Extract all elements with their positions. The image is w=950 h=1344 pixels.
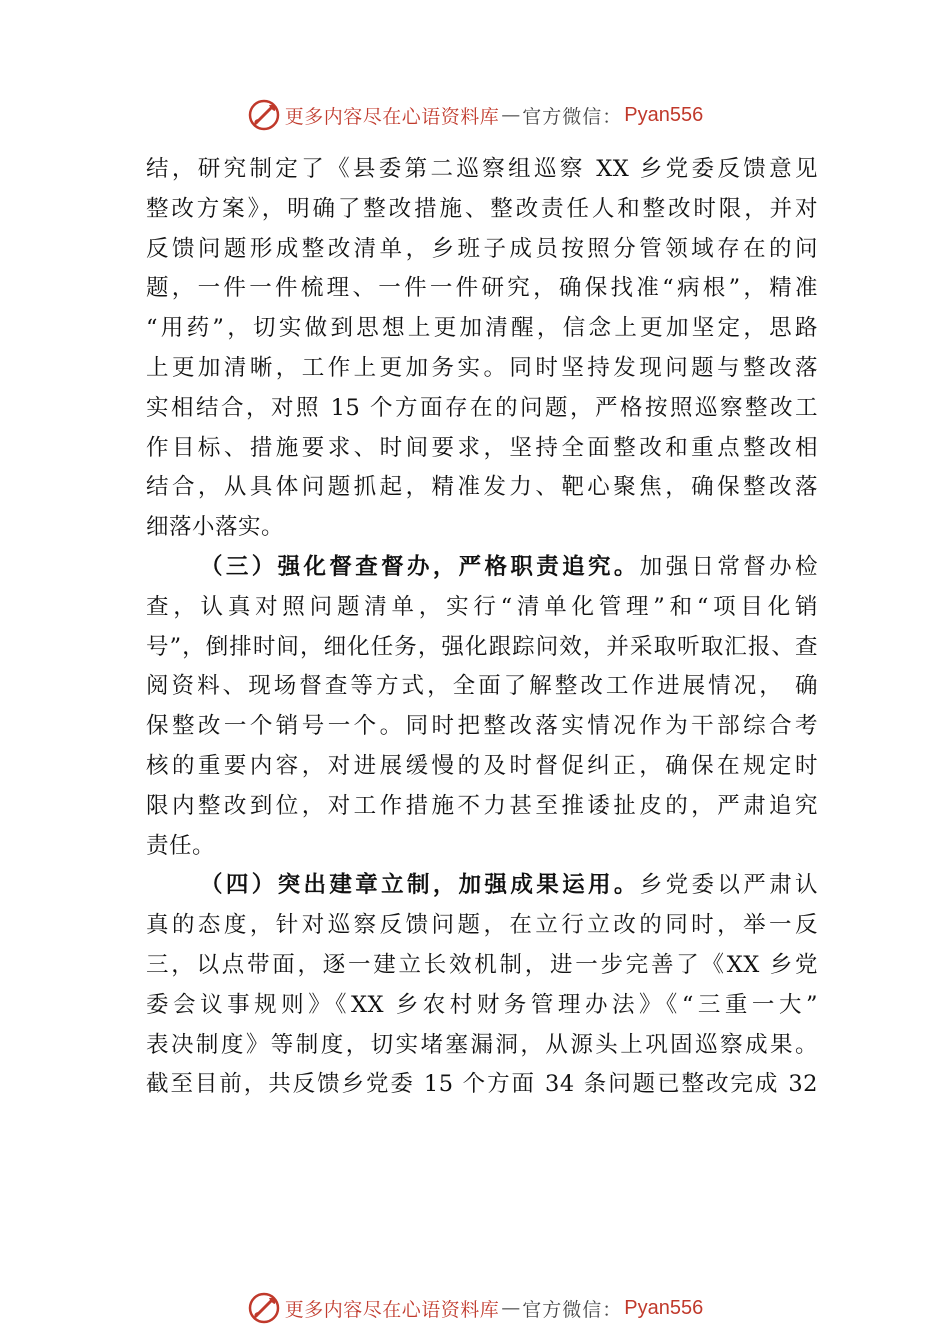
text-line: 截至目前，共反馈乡党委 15 个方面 34 条问题已整改完成 32	[146, 1071, 818, 1098]
brand-text: 更多内容尽在心语资料库	[284, 105, 500, 128]
text-line: 真的态度，针对巡察反馈问题，在立行立改的同时，举一反	[146, 912, 818, 939]
text-line: 三，以点带面，逐一建立长效机制，进一步完善了《XX 乡党	[146, 951, 818, 978]
text-line: 保整改一个销号一个。同时把整改落实情况作为干部综合考	[146, 713, 818, 740]
brand-text: 更多内容尽在心语资料库	[284, 1298, 500, 1321]
text-line: 作目标、措施要求、时间要求，坚持全面整改和重点整改相	[146, 434, 818, 461]
section-heading: （四）突出建章立制，加强成果运用。	[200, 872, 640, 899]
text-line: 责任。	[146, 832, 216, 859]
brush-logo-icon	[247, 98, 281, 132]
footer-banner	[0, 1288, 950, 1328]
header-banner	[0, 95, 950, 135]
text-line: 表决制度》等制度，切实堵塞漏洞，从源头上巩固巡察成果。	[146, 1031, 818, 1058]
text-line: 查，认真对照问题清单，实行“清单化管理”和“项目化销	[146, 593, 818, 620]
document-body	[146, 150, 818, 1105]
section-heading-line	[146, 866, 818, 906]
text-line: 核的重要内容，对进展缓慢的及时督促纠正，确保在规定时	[146, 752, 818, 779]
text-line: 阅资料、现场督查等方式，全面了解整改工作进展情况， 确	[146, 673, 818, 700]
wechat-id: Pyan556	[624, 1296, 704, 1319]
text-line: 题，一件一件梳理、一件一件研究，确保找准“病根”，精准	[146, 275, 818, 302]
banner-dash: —	[501, 1297, 521, 1319]
text-line: 整改方案》，明确了整改措施、整改责任人和整改时限，并对	[146, 195, 818, 222]
text-line: 结，研究制定了《县委第二巡察组巡察 XX 乡党委反馈意见	[146, 156, 818, 182]
text-line: 结合，从具体问题抓起，精准发力、靶心聚焦，确保整改落	[146, 474, 818, 501]
text-line: 委会议事规则》《XX 乡农村财务管理办法》《“三重一大”	[146, 991, 818, 1018]
section-heading-line	[146, 548, 818, 588]
brush-logo-icon	[247, 1291, 281, 1325]
text-line: 号”，倒排时间，细化任务，强化跟踪问效，并采取听取汇报、查	[146, 633, 818, 660]
text-line: 上更加清晰，工作上更加务实。同时坚持发现问题与整改落	[146, 354, 818, 381]
official-wechat-label: 官方微信：	[522, 1298, 623, 1321]
text-line: 细落小落实。	[146, 514, 285, 541]
official-wechat-label: 官方微信：	[522, 105, 623, 128]
section-heading-rest: 乡党委以严肃认	[639, 872, 818, 899]
section-heading-rest: 加强日常督办检	[639, 553, 818, 580]
text-line: 限内整改到位，对工作措施不力甚至推诿扯皮的，严肃追究	[146, 792, 818, 819]
text-line: “用药”，切实做到思想上更加清醒，信念上更加坚定，思路	[146, 315, 818, 342]
wechat-id: Pyan556	[624, 103, 704, 126]
text-line: 实相结合，对照 15 个方面存在的问题，严格按照巡察整改工	[146, 394, 818, 421]
banner-dash: —	[501, 104, 521, 126]
text-line: 反馈问题形成整改清单，乡班子成员按照分管领域存在的问	[146, 235, 818, 262]
section-heading: （三）强化督查督办，严格职责追究。	[200, 553, 640, 580]
